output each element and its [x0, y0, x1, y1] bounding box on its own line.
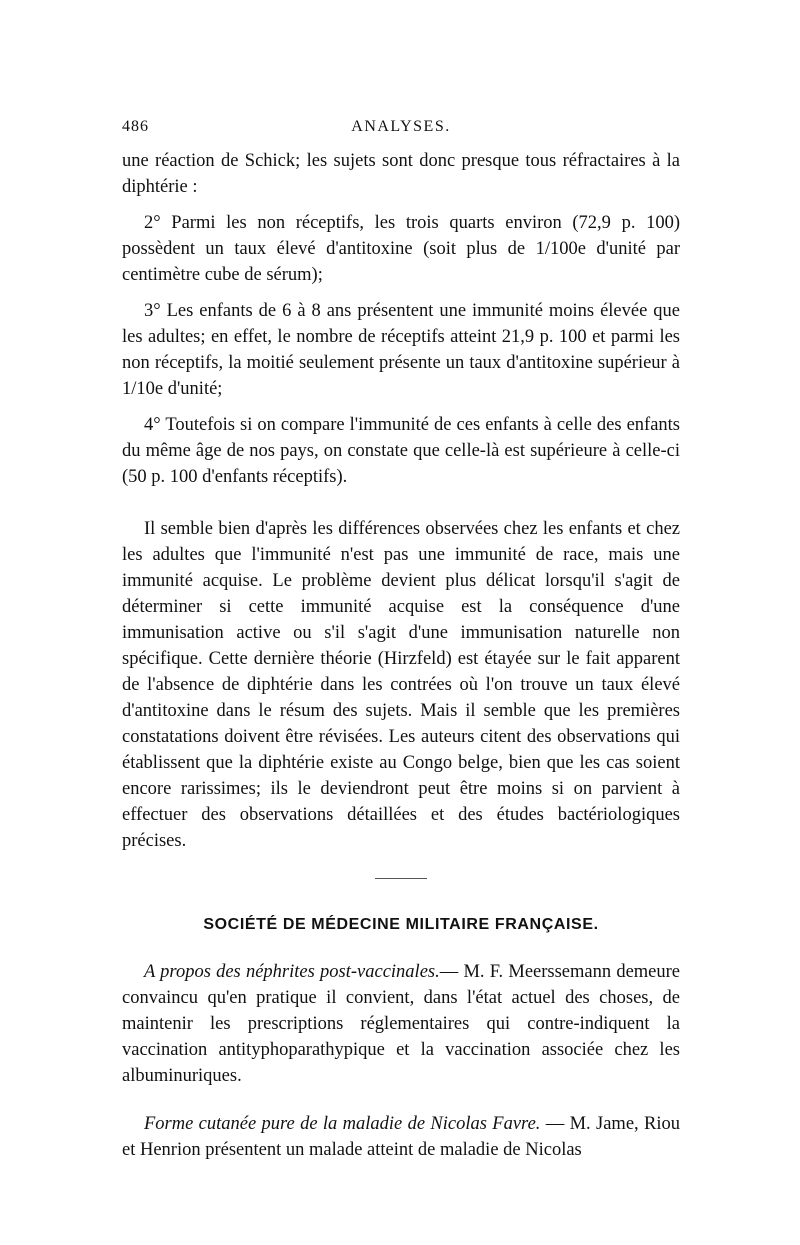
entry-nicolas-favre-title: Forme cutanée pure de la maladie de Nicolas Favre.	[144, 1114, 541, 1134]
section-divider	[375, 878, 427, 879]
entry-nicolas-favre	[122, 1111, 680, 1163]
entry-nephrites-title: A propos des néphrites post-vaccinales.	[144, 962, 440, 982]
entry-nicolas-favre-text: — M. Jame, Riou et Henrion présentent un malade atteint de maladie de Nicolas	[122, 1114, 680, 1160]
entry-nephrites	[122, 959, 680, 1089]
document-page	[122, 118, 680, 1163]
section-title: SOCIÉTÉ DE MÉDECINE MILITAIRE FRANÇAISE.	[203, 916, 599, 933]
paragraph-immunity-discussion: Il semble bien d'après les différences observées chez les enfants et chez les adultes que l'immunité n'est pas une immunité de race, mais une immunité acquise. Le problème devient plus délicat lorsqu'il s'agit de déterminer si cette immunité acquise est la conséquence d'une immunisation active ou s'il s'agit d'une immunisation naturelle non spécifique. Cette dernière théorie (Hirzfeld) est étayée sur le fait apparent de l'absence de diphtérie dans les contrées où l'on trouve un taux élevé d'antitoxine dans le résum des sujets. Mais il semble que les premières constatations doivent être révisées. Les auteurs citent des observations qui établissent que la diphtérie existe au Congo belge, bien que les cas soient encore rarissimes; ils le deviendront peut être moins si on parvient à effectuer des observations détaillées et des études bactériologiques précises.	[122, 519, 680, 851]
paragraph-point-2: 2° Parmi les non réceptifs, les trois quarts environ (72,9 p. 100) possèdent un taux élevé d'antitoxine (soit plus de 1/100e d'unité par centimètre cube de sérum);	[122, 213, 680, 285]
page-header	[122, 118, 680, 148]
entry-nephrites-text: — M. F. Meerssemann demeure convaincu qu'en pratique il convient, dans l'état actuel des choses, de maintenir les prescriptions réglementaires qui contre-indiquent la vaccination antityphoparathypique et la vaccination associée chez les albuminuriques.	[122, 962, 681, 1086]
paragraph-point-4: 4° Toutefois si on compare l'immunité de ces enfants à celle des enfants du même âge de nos pays, on constate que celle-là est supérieure à celle-ci (50 p. 100 d'enfants réceptifs).	[122, 415, 680, 487]
page-number: 486	[122, 118, 149, 135]
paragraph-point-3: 3° Les enfants de 6 à 8 ans présentent une immunité moins élevée que les adultes; en effet, le nombre de réceptifs atteint 21,9 p. 100 et parmi les non réceptifs, la moitié seulement présente un taux d'antitoxine supérieur à 1/10e d'unité;	[122, 301, 680, 399]
running-head: ANALYSES.	[351, 118, 451, 135]
paragraph-schick-conclusion: une réaction de Schick; les sujets sont donc presque tous réfractaires à la diphtérie :	[122, 151, 680, 197]
